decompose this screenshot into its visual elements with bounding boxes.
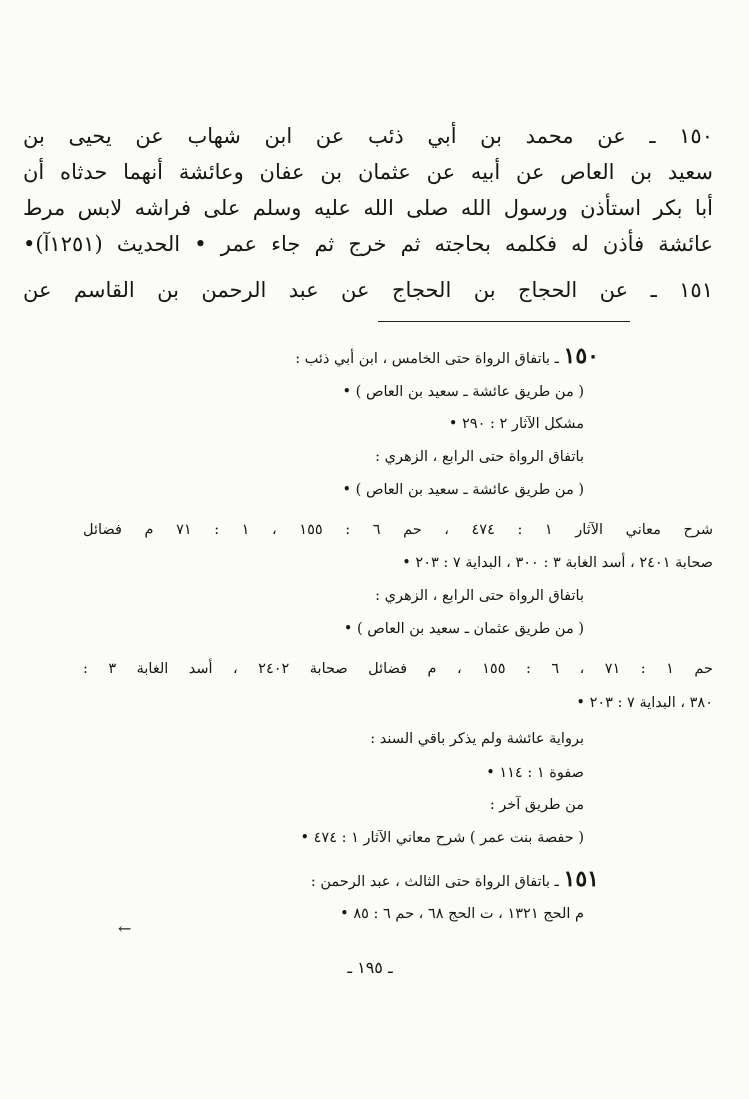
main-text-line-4: عائشة فأذن له فكلمه بحاجته ثم خرج ثم جاء عمر • الحديث (١٢٥١آ)• bbox=[23, 232, 713, 256]
note-150-number: ١٥٠ bbox=[563, 343, 599, 369]
note-line: ( حفصة بنت عمر ) شرح معاني الآثار ١ : ٤٧٤ • bbox=[300, 830, 584, 846]
page-number: ـ ١٩٥ ـ bbox=[347, 958, 393, 977]
continuation-arrow-icon: ← bbox=[118, 919, 132, 938]
note-line: م الحج ١٣٢١ ، ت الحج ٦٨ ، حم ٦ : ٨٥ • bbox=[340, 906, 584, 922]
note-line: باتفاق الرواة حتى الرابع ، الزهري : bbox=[375, 449, 584, 465]
note-line: صحابة ٢٤٠١ ، أسد الغابة ٣ : ٣٠٠ ، البداية ٧ : ٢٠٣ • bbox=[402, 555, 713, 571]
note-line: برواية عائشة ولم يذكر باقي السند : bbox=[370, 731, 584, 747]
note-line: ٣٨٠ ، البداية ٧ : ٢٠٣ • bbox=[576, 695, 713, 711]
footnote-divider bbox=[378, 321, 630, 322]
main-text-line-1: ١٥٠ ـ عن محمد بن أبي ذئب عن ابن شهاب عن يحيى بن bbox=[23, 124, 713, 148]
note-151-heading bbox=[99, 866, 599, 895]
note-151-heading-text: ـ باتفاق الرواة حتى الثالث ، عبد الرحمن : bbox=[310, 874, 559, 890]
note-line: من طريق آخر : bbox=[489, 797, 584, 813]
note-line: حم ١ : ٧١ ، ٦ : ١٥٥ ، م فضائل صحابة ٢٤٠٢ ، أسد الغابة ٣ : bbox=[83, 661, 713, 677]
note-150-heading bbox=[99, 343, 599, 372]
main-text-line-5: ١٥١ ـ عن الحجاج بن الحجاج عن عبد الرحمن بن القاسم عن bbox=[23, 278, 713, 302]
note-line: ( من طريق عائشة ـ سعيد بن العاص ) • bbox=[342, 384, 584, 400]
note-line: مشكل الآثار ٢ : ٢٩٠ • bbox=[448, 416, 584, 432]
note-151-number: ١٥١ bbox=[563, 866, 599, 892]
main-text-line-3: أبا بكر استأذن ورسول الله صلى الله عليه وسلم على فراشه لابس مرط bbox=[23, 196, 713, 220]
note-line: صفوة ١ : ١١٤ • bbox=[486, 765, 584, 781]
note-line: شرح معاني الآثار ١ : ٤٧٤ ، حم ٦ : ١٥٥ ، ١ : ٧١ م فضائل bbox=[83, 522, 713, 538]
note-line: باتفاق الرواة حتى الرابع ، الزهري : bbox=[375, 588, 584, 604]
note-line: ( من طريق عثمان ـ سعيد بن العاص ) • bbox=[343, 621, 584, 637]
note-line: ( من طريق عائشة ـ سعيد بن العاص ) • bbox=[342, 482, 584, 498]
main-text-line-2: سعيد بن العاص عن أبيه عن عثمان بن عفان وعائشة أنهما حدثاه أن bbox=[23, 160, 713, 184]
note-150-heading-text: ـ باتفاق الرواة حتى الخامس ، ابن أبي ذئب : bbox=[295, 351, 559, 367]
